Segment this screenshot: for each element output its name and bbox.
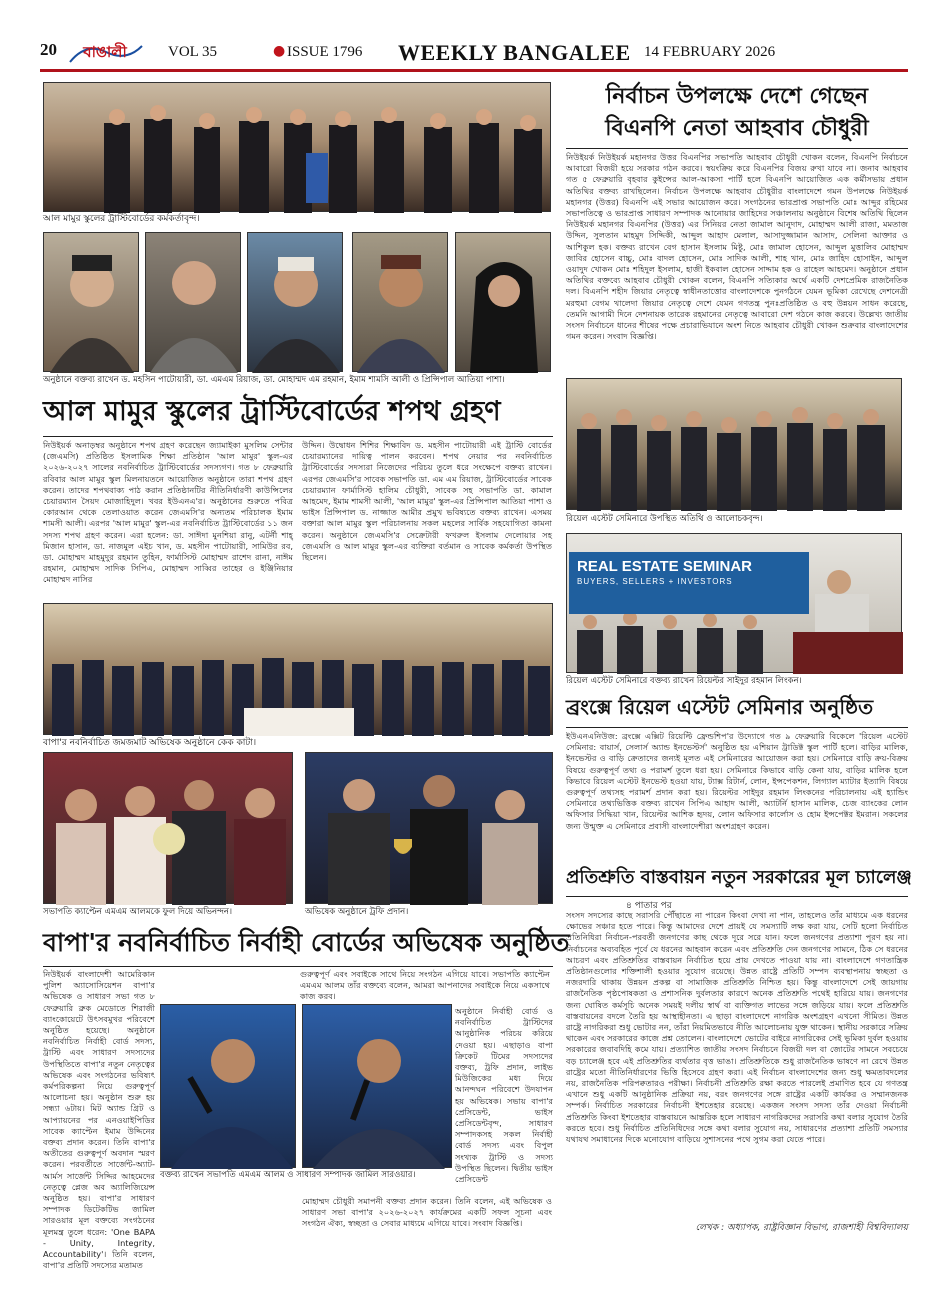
bapa-headline: বাপা'র নবনির্বাচিত নির্বাহী বোর্ডের অভিষেক অনুষ্ঠিত xyxy=(43,928,570,957)
seminar-attendees-photo xyxy=(566,378,902,510)
continued-from: ৪ পাতার পর xyxy=(626,901,672,911)
seminar-headline: ব্রংক্সে রিয়েল এস্টেট সেমিনার অনুষ্ঠিত xyxy=(566,695,874,719)
issue-date: 14 FEBRUARY 2026 xyxy=(644,44,776,60)
divider xyxy=(566,148,908,149)
person-icon xyxy=(456,233,552,373)
group-people-icon xyxy=(44,83,552,213)
logo-text: বাঙালী xyxy=(83,42,127,61)
seminar-speaker-caption: রিয়েল এস্টেট সেমিনারে বক্তব্য রাখেন রিয়েল্টর সাইদুর রহমান লিংকন। xyxy=(566,676,802,686)
bnp-headline-line2: বিএনপি নেতা আহবাব চৌধুরী xyxy=(605,116,869,141)
people-flowers-icon xyxy=(44,753,294,905)
bapa-cake-caption: বাপা'র নবনির্বাচিত জমজমাট অভিষেক অনুষ্ঠানে কেক কাটা। xyxy=(43,738,257,748)
bapa-speakers-caption: বক্তব্য রাখেন সভাপতি এমএম আলম ও সাধারণ সম্পাদক জামিল সারওয়ার। xyxy=(160,1170,416,1180)
bapa-trophy-photo xyxy=(305,752,553,904)
person-icon xyxy=(248,233,344,373)
seminar-speaker-photo xyxy=(566,533,902,673)
speaker-photo-4 xyxy=(352,232,448,372)
divider xyxy=(43,436,553,437)
speaker-photo-3 xyxy=(247,232,343,372)
seminar-banner xyxy=(569,552,809,614)
volume: VOL 35 xyxy=(168,44,218,60)
school-story-col1: নিউইয়র্ক অনাড়ম্বর অনুষ্ঠানে শপথ গ্রহণ করেছেন জ্যামাইকা মুসলিম সেন্টার (জেএমসি) প্রতিষ্ঠিত ইসলামিক শিক্ষা প্রতিষ্ঠান 'আল মামুর' স্কুল-এর ২০২৬-২০২৭ সালের নবনির্বাচিত ট্রাস্টিবোর্ডের সদস্যগণ। গত ৮ ফেব্রুয়ারি রবিবার আল মামুর স্কুল মিলনায়তনে আয়োজিত অনুষ্ঠানে তারা শপথ গ্রহণ করেন। তাদের শপথবাক্য পাঠ করান প্রতিষ্ঠানটির নীতিনির্ধারণী কাউন্সিলের চেয়ারম্যান সৈয়দ মোজাহিদুল। খবর ইউএনএ'র। অনুষ্ঠানের শুরুতে পবিত্র কোরআন থেকে তেলাওয়াত করেন জেএমসি'র অন্যতম পরিচালক ইমাম শামসী আলী। এরপর 'আল মামুর' স্কুল-এর নবনির্বাচিত ট্রাস্টিবোর্ডের ১১ জন সদস্য শপথ গ্রহণ করেন। এরা হলেন: ডা. সাঈদা মুনশিয়া রানু, এটর্নী শাহ্‌ মিজান হাসান, ডা. নাজমুল এইচ খান, ড. মহসীন পাটোয়ারী, সামিউর রব, ডা. মোহাম্মদ মাহমুদুর রহমান তুহিন, ফার্মাসিস্ট মোহাম্মদ রাশেদ রানা, নাঈম রহমান, মোহাম্মদ সাদিক সিপিএ, মোহাম্মদ সাব্বির তাহের ও ইঞ্জিনিয়ার মোহাম্মদ নাসির xyxy=(43,440,293,585)
school-story-col2: উদ্দিন। উদ্বোধন শিশির শিক্ষাবিদ ড. মহসীন পাটোয়ারী এই ট্রাস্টি বোর্ডের চেয়ারম্যানের দায়িত্ব পালন করবেন। শপথ নেয়ার পর নবনির্বাচিত ট্রাস্টিবোর্ডের সদস্যরা নিজেদের পরিচয় তুলে ধরে সংক্ষেপে বক্তব্য রাখেন। এরপর জেএমসি'র সাবেক সভাপতি ডা. এম এম রিয়াজ, ট্রাস্টিবোর্ডের সাবেক চেয়ারম্যান ফার্মাসিস্ট হালিম চৌধুরী, সাবেক সহ সভাপতি ডা. কামাল আহমেদ, ইমাম শামসী আলী, 'আল মামুর' স্কুল-এর প্রিন্সিপাল আতিয়া পাশা ও ভাইস প্রিন্সিপাল ড. নাজ্জাত আমীর প্রমুখ ভবিষ্যতে বক্তব্য রাখেন। এসময় বক্তারা আল মামুর স্কুল পরিচালনায় সকল মহলের সার্বিক সহযোগিতা কামনা করেন। অনুষ্ঠানে জেএমসি'র সেক্রেটারী ফখরুল ইসলাম দেলোয়ার সহ জেএমসি ও আল মামুর স্কুল-এর ব্যক্তিরা বর্তমান ও সাবেক কর্মকর্তা উপস্থিত ছিলেন। xyxy=(302,440,552,563)
seminar-attendees-caption: রিয়েল এস্টেট সেমিনারে উপস্থিত অতিথি ও আলোচকবৃন্দ। xyxy=(566,514,763,524)
speakers-caption: অনুষ্ঠানে বক্তব্য রাখেন ড. মহসিন পাটোয়ারী, ডা. এমএম রিয়াজ, ডা. মোহাম্মদ এম রহমান, ইমাম শামসি আলী ও প্রিন্সিপাল আতিয়া পাশা। xyxy=(43,375,505,385)
bapa-story-col1: নিউইয়র্ক বাংলাদেশী আমেরিকান পুলিশ অ্যাসোসিয়েশন বাপা'র অভিষেক ও সাধারণ সভা গত ৮ ফেব্রুয়ারি ব্রুক মেডোতে শিরাজী ব্যাংকোয়েটে উৎসবমুখর পরিবেশে অনুষ্ঠিত হয়েছে। অনুষ্ঠানে নবনির্বাচিত নির্বাহী বোর্ড সদস্য, ট্রাস্টি এবং সাধারণ সদস্যদের উপস্থিতিতে বাপা'র নতুন নেতৃত্বের অভিষেক এবং সংগঠনের ভবিষ্যৎ কর্মপরিকল্পনা নিয়ে গুরুত্বপূর্ণ আলোচনা হয়। অনুষ্ঠান শুরু হয় সন্ধ্যা ৬টায়। মিট অ্যান্ড গ্রিট ও আপ্যায়নের পর এনওয়াইপিডির সাবেক ক্যাপ্টেন ইমাম উদ্দিনের বক্তব্য প্রদান করেন। তিনি বাপা'র অতীতের গুরুত্বপূর্ণ অবদান স্মরণ করেন। পরবর্তীতে সার্জেন্ট-অ্যাট-আর্মস সার্জেন্ট সিদ্দির আহমেদের নেতৃত্বে প্লেজ অব অ্যালিজিয়েন্স অনুষ্ঠিত হয়। বাপা'র সাধারণ সম্পাদক ডিটেকটিভ জামিল সারওয়ার মূল বক্তব্যে সংগঠনের মূলমন্ত্র তুলে ধরেন: 'One BAPA - Unity, Integrity, Accountability'। তিনি বলেন, বাপা'র প্রতিটি সদস্যের মতামত xyxy=(43,969,155,1271)
bnp-story-body: নিউইয়র্ক নিউইয়র্ক মহানগর উত্তর বিএনপির সভাপতি আহবাব চৌধুরী খোকন বলেন, বিএনপি নির্বাচনে আবারো বিজয়ী হয়ে সরকার গঠন করবে। স্বয়ংক্রিয় করে বিএনপির বিজয় রুখা যাবে না। জনাব আহবাব গত ৫ ফেব্রুয়ারি বৃহবার কুইন্সের আল-আকসা পার্টি হলে বিএনপি আয়োজিত এক কর্মীসভায় প্রধান অতিথির বক্তব্য রাখছিলেন। নির্বাচন উপলক্ষে আহবাব চৌধুরীর বাংলাদেশে গমন উপলক্ষে নিউইয়র্ক মহানগর (উত্তর) বিএনপি এই সভার আয়োজন করে। সংগঠনের ভারপ্রাপ্ত সভাপতি মোঃ আব্দুর রহিমের সভাপতিত্বে ও ভারপ্রাপ্ত সাধারণ সম্পাদক আনোয়ার জাহিদের সঞ্চালনায় অনুষ্ঠানে বিশেষ অতিথি ছিলেন নিউইয়র্ক মহানগর বিএনপির (উত্তর) এর সিনিয়র নেতা জামাল আনুদাদ, মোহাম্মদ আলী রাজা, মমতাজ উদ্দিন, সুলতান মাহমুদ সিদ্দিকী, আব্দুল আহাদ মেলাল, আসাদুজ্জামান আসাদ, সেলিনা আক্তার ও আশিকুল হক। বক্তব্য রাখেন বেগ হাসান ইসলাম মিষ্টু, মোঃ জামাল হোসেন, আব্দুল মুত্তালিব মোহাম্মদ জাবির হোসেন বাচ্চু, মোঃ বাদল হোসেন, মোঃ সাদিক আলী, শাহ খান, মোঃ জাহিদ হোসাইন, আব্দুল ওয়াদুদ খোকন মোঃ শহিদুল ইসলাম, হাজী ইকবাল হোসেন সাদ্দাম হক ও রাহেল আহমেদ। অনুষ্ঠানে প্রধান অতিথির বক্তব্যে আহবাব চৌধুরী খোকন বলেন, বিএনপি সত্যিকার অর্থে একটি দেশপ্রেমিক রাজনৈতিক দল। বিএনপি শহীদ জিয়ার নেতৃত্বে স্বাধীনতাত্তোর বাংলাদেশকে পুনর্গঠনে যেমন ভূমিকা রেখেছে দেশনেত্রী মরহুমা বেগম খালেদা জিয়ার নেতৃত্বে দেশে যেমন গণতন্ত্র পুনঃপ্রতিষ্ঠিত ও বহু উন্নয়ন সাধন করেছে, তেমনি আগামী দিনে দেশনায়ক তারেক রহমানের নেতৃত্বে আবারো দেশ গঠনে কাজ করবে। উল্লেখ্য জাতীয় সংসদ নির্বাচনে ধানের শীষের পক্ষে প্রচারাভিযানে অংশ নিতে আহবাব চৌধুরী খোকন শুক্রবার বাংলাদেশের গমন করেন। সংবাদ বিজ্ঞপ্তি। xyxy=(566,152,908,342)
bapa-story-col2-top: গুরুত্বপূর্ণ এবং সবাইকে সাথে নিয়ে সংগঠন এগিয়ে যাবে। সভাপতি ক্যাপ্টেন এমএম আলম তাঁর বক্তব্যে বলেন, আমরা আপনাদের সবাইকে নিয়ে একসাথে কাজ করব। xyxy=(300,969,550,1002)
bapa-trophy-caption: অভিষেক অনুষ্ঠানে ট্রফি প্রদান। xyxy=(305,907,409,917)
bnp-headline-line1: নির্বাচন উপলক্ষে দেশে গেছেন xyxy=(605,84,869,109)
bullet-dot-icon: ● xyxy=(273,43,286,59)
promises-headline: প্রতিশ্রুতি বাস্তবায়ন নতুন সরকারের মূল চ্যালেঞ্জ xyxy=(566,867,912,888)
crowd-icon xyxy=(44,604,554,736)
page-header xyxy=(40,38,908,72)
trophy-presentation-icon xyxy=(306,753,554,905)
bapa-cake-photo xyxy=(43,603,553,735)
page-number: 20 xyxy=(40,40,57,59)
seminar-banner-title: REAL ESTATE SEMINAR xyxy=(577,558,753,575)
speaker-photo-5 xyxy=(455,232,551,372)
divider xyxy=(566,727,908,728)
bapa-secretary-photo xyxy=(302,1004,452,1168)
seminar-banner-subtitle: BUYERS, SELLERS + INVESTORS xyxy=(577,577,733,586)
bapa-president-photo xyxy=(160,1004,296,1168)
author-byline: লেখক : অধ্যাপক, রাষ্ট্রবিজ্ঞান বিভাগ, রাজশাহী বিশ্ববিদ্যালয় xyxy=(695,1223,908,1233)
seminar-story-body: ইউএনএনিউজ: ব্রংক্সে এক্সিট রিয়েল্টি ফ্রেন্ডশিপ'র উদ্যোগে গত ৯ ফেব্রুয়ারি বিকেলে 'রিয়েল এস্টেট সেমিনার: বায়ার্স, সেলার্স অ্যান্ড ইনভেস্টর্স' অনুষ্ঠিত হয় এশিয়ান ট্রাডিক্ট স্কুল পার্টি হলে। বাড়ির মালিক, ইনভেস্টর ও বাড়ি ক্রেতাদের জন্যই মূলত এই সেমিনারের আয়োজন করা হয়। সেমিনারে বাড়ি ক্রয়-বিক্রয় বিষয়ে গুরুত্বপূর্ণ তথ্য ও পরামর্শ তুলে ধরা হয়। সেমিনারে কিভাবে বাড়ি কেনা যায়, বাড়ির মালিক হলে কিভাবে রিয়েল এস্টেট ইনভেস্ট হওয়া যায়, ট্যাক্স রিটার্ন, লোন, ইন্সপেকশন, লিগ্যাল ম্যাটার ইত্যাদি বিষয়ে গুরুত্বপূর্ণ তথ্যসহ পরামর্শ প্রদান করা হয়। রিয়েল্টর সাইদুর রহমান লিংকনের পরিচালনায় এই হ্যান্ডিং সেমিনারে তথ্যভিত্তিক বক্তব্য রাখেন সিপিএ আহাদ আলী, অ্যাটর্নি হাসান মালিক, চেজ ব্যাংকের লোন অফিসার সিদ্ধিয়া খান, রিয়েল্টর আশিক হৃদয়, লোন অফিসার কার্লোস ও হোম ইন্সপেক্টর ইমরান। সকলের জন্য উন্মুক্ত এ সেমিনারে প্রবাসী বাংলাদেশীরা অংশগ্রহণ করেন। xyxy=(566,731,908,831)
promises-story-body: সংসদ সদস্যের কাছে সরাসরি পৌঁছাতে না পারেন কিংবা দেখা না পান, তাহলেও তাঁর মাধ্যমে এক ধরনের ক্ষোভের সঞ্চার হতে পারে। কিন্তু আমাদের দেশে প্রায়ই যে সমস্যাটি লক্ষ করা যায়, সেটি হলো নির্বাচিত প্রতিনিধিরা নির্বাচন-পরবর্তী জনগণের কাছ থেকে দূরে সরে যান। ফলে জনগণের প্রত্যাশা পূরণ হয় না। নির্বাচনের অব্যবহিত পূর্বে যে ধরনের আহবান করেন এবং প্রতিশ্রুতি দেন জনগণের সামনে, ঠিক সে ধরনের আচরণ এবং প্রতিশ্রুতির বাস্তবায়ন নির্বাচিত হয়ে প্রায় দেখতে পাওয়া যায় না। বাংলাদেশে গণতান্ত্রিক প্রতিষ্ঠানগুলোর শক্তিশালী হওয়ার সুযোগ রয়েছে। উন্নত রাষ্ট্রে প্রতিটি সম্পদ ব্যবস্থাপনায় স্বচ্ছতা ও নজরদারি থাকায় উন্নয়ন প্রকল্প বা সামাজিক প্রতিশ্রুতি নিশ্চিত হয়। কিন্তু বাংলাদেশে সেই জায়গায় রাজনৈতিক পৃষ্ঠপোষকতা ও প্রশাসনিক দুর্বলতার কারণে অনেক প্রতিশ্রুতি পথেই হারিয়ে যায়। জনগণের জন্য ঘোষিত কর্মসূচি অনেক সময়ই দলীয় স্বার্থ বা ব্যক্তিগত লাভের সঙ্গে জড়িয়ে যায়। ফলে প্রতিশ্রুতি বাস্তবায়নের বদলে তৈরি হয় আস্থাহীনতা। এ ছাড়া বাংলাদেশে নাগরিক অংশগ্রহণ এখনো সীমিত। উন্নত রাষ্ট্রে নাগরিকরা শুধু ভোটার নন, তাঁরা নিয়মিতভাবে নীতি আলোচনায় যুক্ত থাকেন। স্থানীয় সরকারে সক্রিয় থাকেন এবং সরকারের কাজে প্রশ্ন তোলেন। বাংলাদেশে ভোটের বাইরে নাগরিকের সেই ভূমিকা দুর্বল হওয়ায় সরকারের জবাবদিহি কমে যায়। প্রত্যাশিত জাতীয় সংসদ নির্বাচনে বিজয়ী দল বা জোটের সামনে সবচেয়ে বড় চ্যালেঞ্জ হবে এই প্রতিশ্রুতির ব্যর্থতার বৃত্ত ভাঙা। প্রতিশ্রুতিকে শুধু রাজনৈতিক ভাষণে না রেখে উন্নত রাষ্ট্রের মতো নীতিনির্ধারণের ভিত্তি হিসেবে গ্রহণ করা। এই নির্বাচন বাংলাদেশের জন্য শুধু ক্ষমতাবদলের নয়, রাজনৈতিক পরিপক্বতারও পরীক্ষা। নির্বাচনী প্রতিশ্রুতি রক্ষা করতে পারলেই প্রমাণিত হবে যে গণতন্ত্র এখানে শুধু একটি আনুষ্ঠানিক প্রক্রিয়া নয়, বরং জনগণের সঙ্গে রাষ্ট্রের একটি কার্যকর ও সম্মানজনক সম্পর্ক। নির্বাচিত সরকারের নির্বাচনী ইশতেহার রয়েছে। একজন সংসদ সদস্য তাঁর দেওয়া নির্বাচনী প্রতিশ্রুতি কিংবা ইশতেহার বাস্তবায়নে আন্তরিক হলে সাধারণ নাগরিকদের সরাসরি কথা বলার সুযোগ তৈরি করতে হবে। শুধু নির্বাচিত প্রতিনিধিদের সঙ্গে কথা বলার সুযোগ নয়, সাধারণের প্রত্যাশা প্রতিটি সমস্যার যথাযথ সমাধানের দিকে মনোযোগ বাড়িয়ে সুশাসনের পথে সুগম করা যেতে পারে। xyxy=(566,910,908,1145)
bapa-flowers-caption: সভাপতি ক্যাপ্টেন এমএম আলমকে ফুল দিয়ে অভিনন্দন। xyxy=(43,907,233,917)
speaker-mic-icon xyxy=(161,1005,297,1169)
paper-name: WEEKLY BANGALEE xyxy=(398,40,631,65)
trustee-board-photo xyxy=(43,82,551,212)
person-icon xyxy=(44,233,140,373)
speaker-photo-2 xyxy=(145,232,241,372)
newspaper-logo xyxy=(66,38,144,68)
speaker-mic-icon xyxy=(303,1005,453,1169)
bapa-story-bottom: মোহাম্মদ চৌধুরী সমাপনী বক্তব্য প্রদান করেন। তিনি বলেন, এই অভিষেক ও সাধারণ সভা বাপা'র ২০২৬-২০২৭ কার্যক্রমের একটি সফল সূচনা এবং সংগঠন ঐক্য, স্বচ্ছতা ও সেবার মাধ্যমে এগিয়ে যাবে। সংবাদ বিজ্ঞপ্তি। xyxy=(302,1196,552,1229)
group-people-icon xyxy=(567,379,903,511)
divider xyxy=(566,896,908,897)
bapa-flowers-photo xyxy=(43,752,293,904)
school-oath-headline: আল মামুর স্কুলের ট্রাস্টিবোর্ডের শপথ গ্রহণ xyxy=(43,396,501,427)
divider xyxy=(43,966,553,967)
person-icon xyxy=(146,233,242,373)
speaker-photo-1 xyxy=(43,232,139,372)
person-icon xyxy=(353,233,449,373)
issue: ISSUE 1796 xyxy=(287,44,363,60)
bapa-story-col3: অনুষ্ঠানে নির্বাহী বোর্ড ও নবনির্বাচিত ট্রাস্টিদের আনুষ্ঠানিক পরিচয় করিয়ে দেওয়া হয়। এছাড়াও বাপা ক্রিকেট টিমের সদস্যদের বক্তব্য, ট্রফি প্রদান, লাইভ মিউজিকের মধ্য দিয়ে আনন্দঘন পরিবেশে উদযাপন হয় অভিষেক। সভায় বাপা'র প্রেসিডেন্ট, ভাইস প্রেসিডেন্টবৃন্দ, সাধারণ সম্পাদকসহ সকল নির্বাহী বোর্ড সদস্য এবং বিপুল সংখ্যক ট্রাস্টি ও সদস্য উপস্থিত ছিলেন। দ্বিতীয় ভাইস প্রেসিডেন্ট xyxy=(455,1006,553,1185)
trustee-photo-caption: আল মামুর স্কুলের ট্রাস্টিবোর্ডের কর্মকর্তাবৃন্দ। xyxy=(43,214,200,224)
